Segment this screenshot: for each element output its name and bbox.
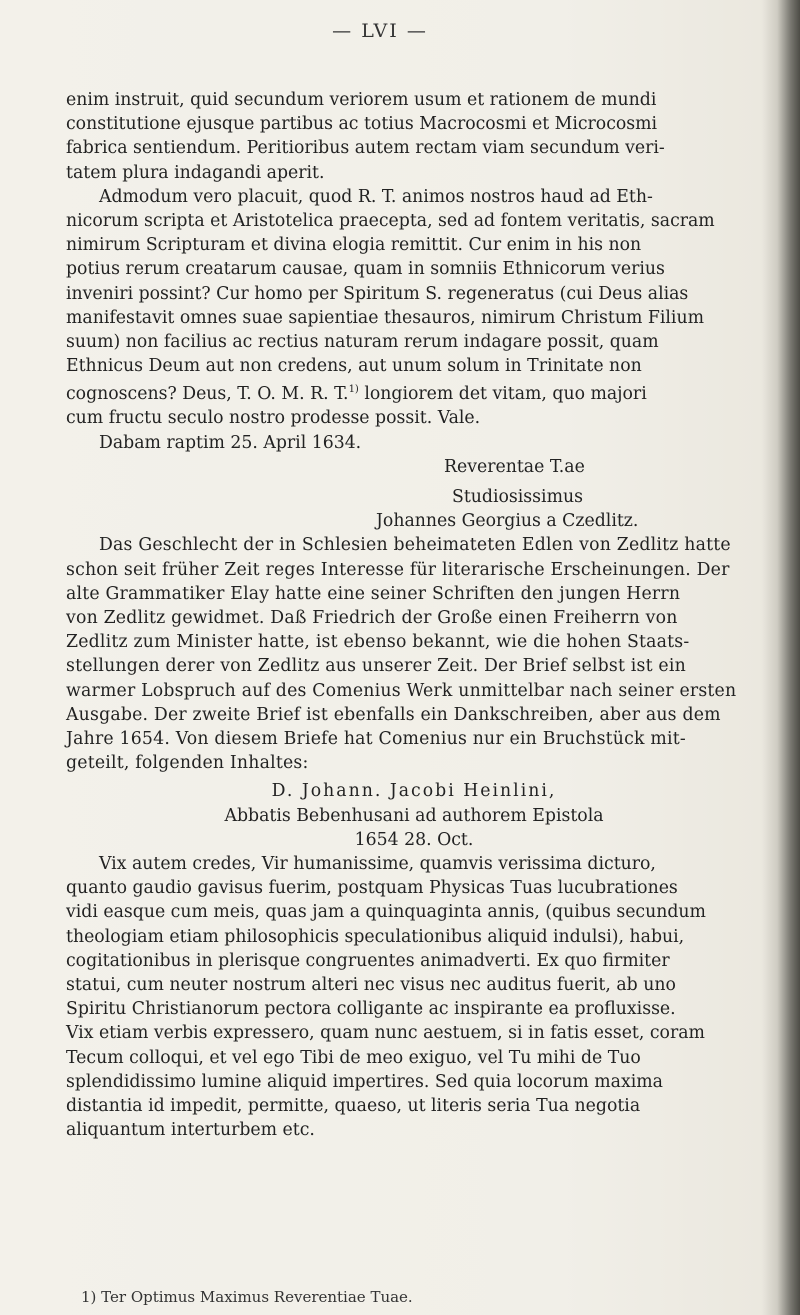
text-line: alte Grammatiker Elay hatte eine seiner Schriften den jungen Herrn (66, 583, 681, 604)
page-edge-shadow (762, 0, 800, 1315)
footnote: 1) Ter Optimus Maximus Reverentiae Tuae. (81, 1288, 413, 1306)
text-line: aliquantum interturbem etc. (66, 1120, 315, 1141)
text-line (66, 378, 762, 406)
closing-signature-name: Johannes Georgius a Czedlitz. (376, 511, 639, 532)
text-line: constitutione ejusque partibus ac totius Macrocosmi et Microcosmi (66, 114, 658, 135)
footnote-marker: 1) (348, 384, 359, 396)
paragraph-german (66, 533, 762, 775)
text-line: stellungen derer von Zedlitz aus unserer Zeit. Der Brief selbst ist ein (66, 656, 686, 677)
paragraph-latin-3 (66, 852, 762, 1142)
letter-author: D. Johann. Jacobi Heinlini, (271, 781, 557, 802)
text-line: von Zedlitz gewidmet. Daß Friedrich der Große einen Freiherrn von (66, 608, 678, 629)
text-fragment: longiorem det vitam, quo majori (364, 384, 647, 405)
text-line: manifestavit omnes suae sapientiae thesauros, nimirum Christum Filium (66, 307, 704, 328)
text-line: suum) non facilius ac rectius naturam rerum indagare possit, quam (66, 332, 659, 353)
text-line: quanto gaudio gavisus fuerim, postquam Physicas Tuas lucubrationes (66, 878, 678, 899)
text-line: cogitationibus in plerisque congruentes animadverti. Ex quo firmiter (66, 950, 670, 971)
closing-reverentae: Reverentae T.ae (444, 456, 585, 477)
text-line: Tecum colloqui, et vel ego Tibi de meo exiguo, vel Tu mihi de Tuo (66, 1047, 641, 1068)
closing-studiosissimus: Studiosissimus (452, 487, 583, 508)
text-line: Das Geschlecht der in Schlesien beheimateten Edlen von Zedlitz hatte (99, 535, 731, 556)
text-line: statui, cum neuter nostrum alteri nec visus nec auditus fuerit, ab uno (66, 975, 676, 996)
text-line: Spiritu Christianorum pectora colligante ac inspirante ea profluxisse. (66, 999, 676, 1020)
page-body (66, 88, 762, 1143)
text-line: Jahre 1654. Von diesem Briefe hat Comenius nur ein Bruchstück mit- (66, 729, 686, 750)
text-line: Ausgabe. Der zweite Brief ist ebenfalls ein Dankschreiben, aber aus dem (66, 704, 721, 725)
text-line: Ethnicus Deum aut non credens, aut unum solum in Trinitate non (66, 356, 642, 377)
text-line: geteilt, folgenden Inhaltes: (66, 753, 309, 774)
text-line: Vix etiam verbis expressero, quam nunc aestuem, si in fatis esset, coram (66, 1023, 705, 1044)
text-line: schon seit früher Zeit reges Interesse für literarische Erscheinungen. Der (66, 559, 730, 580)
text-line: cum fructu seculo nostro prodesse possit. Vale. (66, 408, 481, 429)
text-line: theologiam etiam philosophicis speculationibus aliquid indulsi), habui, (66, 926, 685, 947)
text-line: Admodum vero placuit, quod R. T. animos nostros haud ad Eth- (99, 186, 653, 207)
text-line: vidi easque cum meis, quas jam a quinquaginta annis, (quibus secundum (66, 902, 706, 923)
paragraph-latin-2 (66, 185, 762, 431)
text-line: tatem plura indagandi aperit. (66, 162, 325, 183)
text-line: nimirum Scripturam et divina elogia remittit. Cur enim in his non (66, 235, 642, 256)
text-fragment: cognoscens? Deus, T. O. M. R. T. (66, 384, 349, 405)
text-line: warmer Lobspruch auf des Comenius Werk unmittelbar nach seiner ersten (66, 680, 737, 701)
text-line: splendidissimo lumine aliquid impertires. Sed quia locorum maxima (66, 1071, 663, 1092)
text-line: potius rerum creatarum causae, quam in somniis Ethnicorum verius (66, 259, 665, 280)
text-line: enim instruit, quid secundum veriorem usum et rationem de mundi (66, 90, 657, 110)
text-line: distantia id impedit, permitte, quaeso, ut literis seria Tua negotia (66, 1096, 641, 1117)
page-number: — LVI — (332, 20, 428, 42)
text-line: inveniri possint? Cur homo per Spiritum S. regeneratus (cui Deus alias (66, 283, 689, 304)
paragraph-latin-1 (66, 88, 762, 185)
date-line: Dabam raptim 25. April 1634. (99, 432, 362, 453)
text-line: Zedlitz zum Minister hatte, ist ebenso bekannt, wie die hohen Staats- (66, 632, 690, 653)
text-line: nicorum scripta et Aristotelica praecepta, sed ad fontem veritatis, sacram (66, 211, 715, 232)
text-line: fabrica sentiendum. Peritioribus autem rectam viam secundum veri- (66, 138, 665, 159)
letter-author-role: Abbatis Bebenhusani ad authorem Epistola (224, 805, 604, 826)
letter-date: 1654 28. Oct. (354, 829, 474, 850)
text-line: Vix autem credes, Vir humanissime, quamvis verissima dicturo, (99, 854, 656, 875)
